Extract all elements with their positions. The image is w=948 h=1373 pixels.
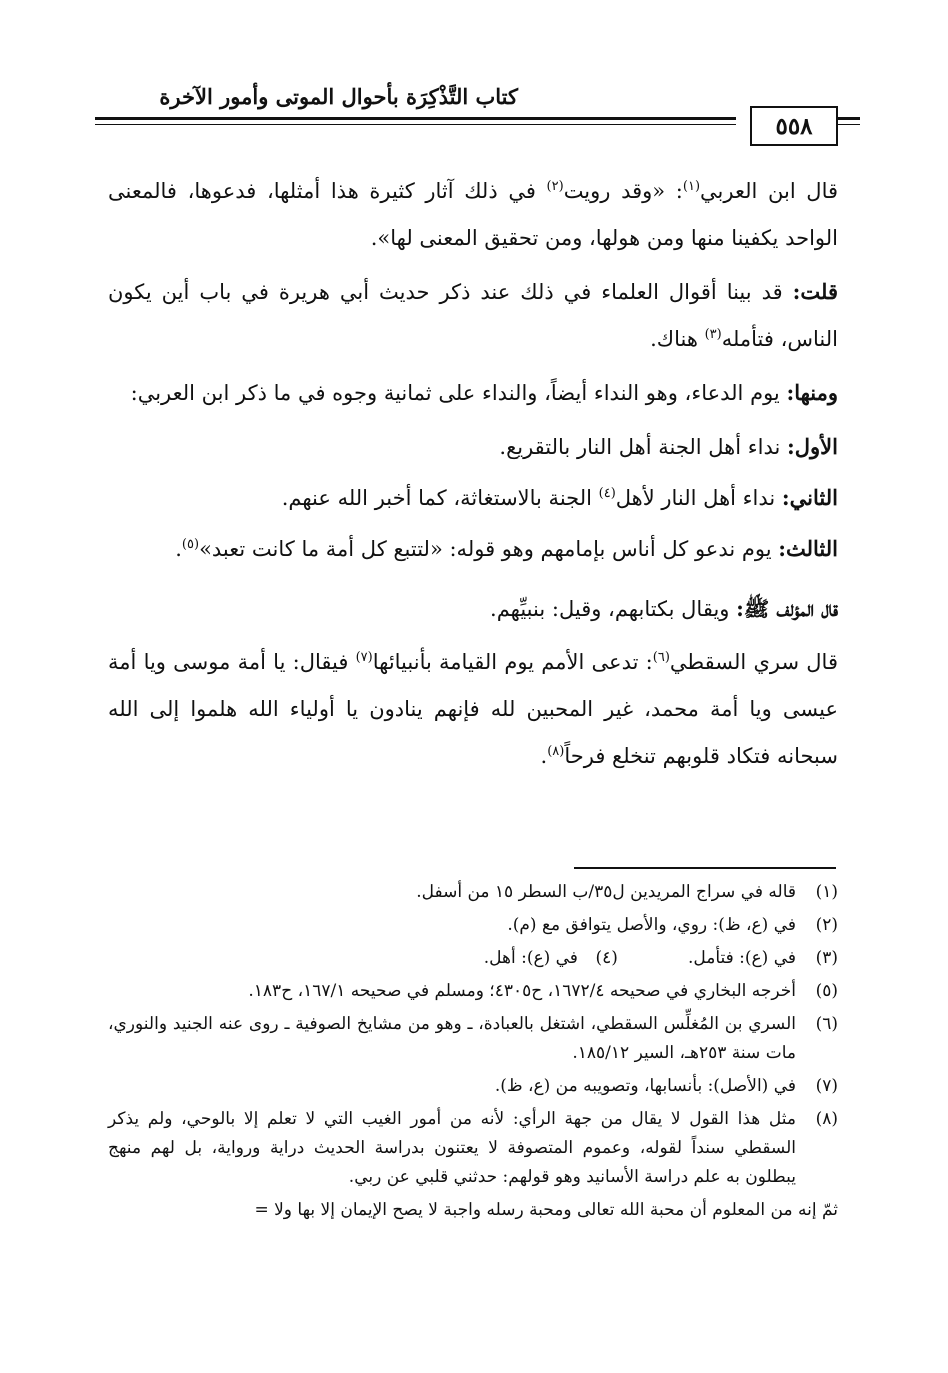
footnote — [108, 1010, 838, 1068]
footnote-text: قاله في سراج المريدين ل٣٥/ب السطر ١٥ من أسفل. — [416, 882, 796, 902]
footnote — [108, 911, 838, 940]
paragraph — [108, 639, 838, 780]
text-run: قال ابن العربي — [700, 179, 839, 203]
footnote-text: السري بن المُغلِّس السقطي، اشتغل بالعبادة، ـ وهو من مشايخ الصوفية ـ روى عنه الجنيد والنوري، مات سنة ٢٥٣هـ، السير ١٨٥/١٢. — [108, 1014, 796, 1063]
footnote-ref[interactable]: (٦) — [652, 650, 670, 665]
text-run: يوم ندعو كل أناس بإمامهم وهو قوله: «لتتبع كل أمة ما كانت تعبد» — [199, 537, 779, 561]
paragraph — [108, 268, 838, 363]
footnote-number: (٨) — [815, 1109, 838, 1129]
footnote-text: في (ع): أهل. — [483, 948, 578, 968]
footnote-continuation: ثمّ إنه من المعلوم أن محبة الله تعالى ومحبة رسله واجبة لا يصح الإيمان إلا بها ولا = — [254, 1200, 838, 1220]
text-run: . — [540, 744, 548, 768]
paragraph-lead: قلت: — [792, 279, 838, 304]
paragraph-lead: قال المؤلف ﷺ: — [736, 596, 838, 621]
footnote-number: (٥) — [815, 981, 838, 1001]
text-run: . — [175, 537, 182, 561]
footnote-number: (١) — [815, 882, 838, 902]
paragraph — [108, 168, 838, 262]
paragraph — [108, 369, 838, 417]
footnote-ref[interactable]: (٣) — [704, 327, 722, 342]
footnote-number: (٧) — [815, 1076, 838, 1096]
text-run: : «وقد رويت — [563, 179, 683, 203]
footnote-text: في (الأصل): بأنسابها، وتصويبه من (ع، ظ). — [494, 1076, 796, 1096]
footnote-pair — [108, 944, 838, 973]
header-rule-top — [95, 117, 736, 120]
paragraph-lead: الثاني: — [781, 485, 838, 510]
list-item — [108, 525, 838, 573]
paragraph — [108, 585, 838, 633]
paragraph-lead: الأول: — [787, 434, 838, 459]
footnote — [108, 977, 838, 1006]
paragraph-lead: ومنها: — [786, 380, 838, 405]
footnote-ref[interactable]: (١) — [682, 179, 701, 194]
header-rule-right-top — [838, 117, 860, 120]
footnote-number: (٦) — [815, 1014, 838, 1034]
footnote-ref[interactable]: (٤) — [598, 486, 616, 501]
text-run: قال سري السقطي — [669, 650, 838, 674]
paragraph-lead: الثالث: — [778, 536, 838, 561]
footnote-ref[interactable]: (٥) — [181, 537, 200, 552]
text-run: نداء أهل الجنة أهل النار بالتقريع. — [499, 435, 788, 459]
footnote — [108, 1072, 838, 1101]
footnotes — [108, 878, 838, 1225]
footnote — [108, 878, 838, 907]
text-run: في ذلك آثار كثيرة هذا أمثلها، فدعوها، فالمعنى الواحد يكفينا منها ومن هولها، ومن تحقيق المعنى لها». — [108, 179, 838, 250]
footnote-ref[interactable]: (٧) — [355, 650, 373, 665]
text-run: ويقال بكتابهم، وقيل: بنبيِّهم. — [490, 597, 737, 621]
header-rule-right-bottom — [838, 124, 860, 125]
footnote-text: في (ع): فتأمل. — [687, 948, 796, 968]
main-text — [108, 168, 838, 780]
page-number: ٥٥٨ — [750, 106, 838, 146]
footnote-separator — [574, 867, 836, 869]
footnote — [484, 944, 618, 973]
list-item — [108, 474, 838, 522]
footnote-number: (٢) — [815, 915, 838, 935]
footnote-text: أخرجه البخاري في صحيحه ١٦٧٢/٤، ح٤٣٠٥؛ ومسلم في صحيحه ١٦٧/١، ح١٨٣. — [248, 981, 796, 1001]
footnote — [108, 1105, 838, 1192]
footnote-text: في (ع، ظ): روي، والأصل يتوافق مع (م). — [507, 915, 796, 935]
footnote-ref[interactable]: (٢) — [546, 179, 564, 194]
header-rule-bottom — [95, 124, 736, 125]
footnote-ref[interactable]: (٨) — [547, 744, 565, 759]
list-item — [108, 423, 838, 471]
text-run: هناك. — [650, 327, 705, 351]
footnote-text: مثل هذا القول لا يقال من جهة الرأي: لأنه من أمور الغيب التي لا تعلم إلا بالوحي، ولم يذكر السقطي سنداً لقوله، وعموم المتصوفة لا يعتنون بدراسة الحديث دراية ورواية، بل لهم منهج يبطلون به علم دراسة الأسانيد وهو قولهم: حدثني قلبي عن ربي. — [108, 1109, 796, 1187]
text-run: يوم الدعاء، وهو النداء أيضاً، والنداء على ثمانية وجوه في ما ذكر ابن العربي: — [130, 381, 787, 405]
text-run: قد بينا أقوال العلماء في ذلك عند ذكر حديث أبي هريرة في باب أين يكون الناس، فتأمله — [108, 280, 838, 351]
text-run: الجنة بالاستغاثة، كما أخبر الله عنهم. — [281, 486, 599, 510]
running-title: كتاب التَّذْكِرَة بأحوال الموتى وأمور الآخرة — [159, 84, 518, 109]
text-run: : تدعى الأمم يوم القيامة بأنبيائها — [372, 650, 653, 674]
text-run: نداء أهل النار لأهل — [615, 486, 782, 510]
footnote-number: (٣) — [815, 948, 838, 968]
footnote-number: (٤) — [595, 948, 618, 968]
text-run: فيقال: يا أمة موسى ويا أمة عيسى ويا أمة محمد، غير المحبين لله فإنهم ينادون يا أولياء الله هلموا إلى الله سبحانه فتكاد قلوبهم تنخلع فرحاً — [108, 650, 838, 768]
